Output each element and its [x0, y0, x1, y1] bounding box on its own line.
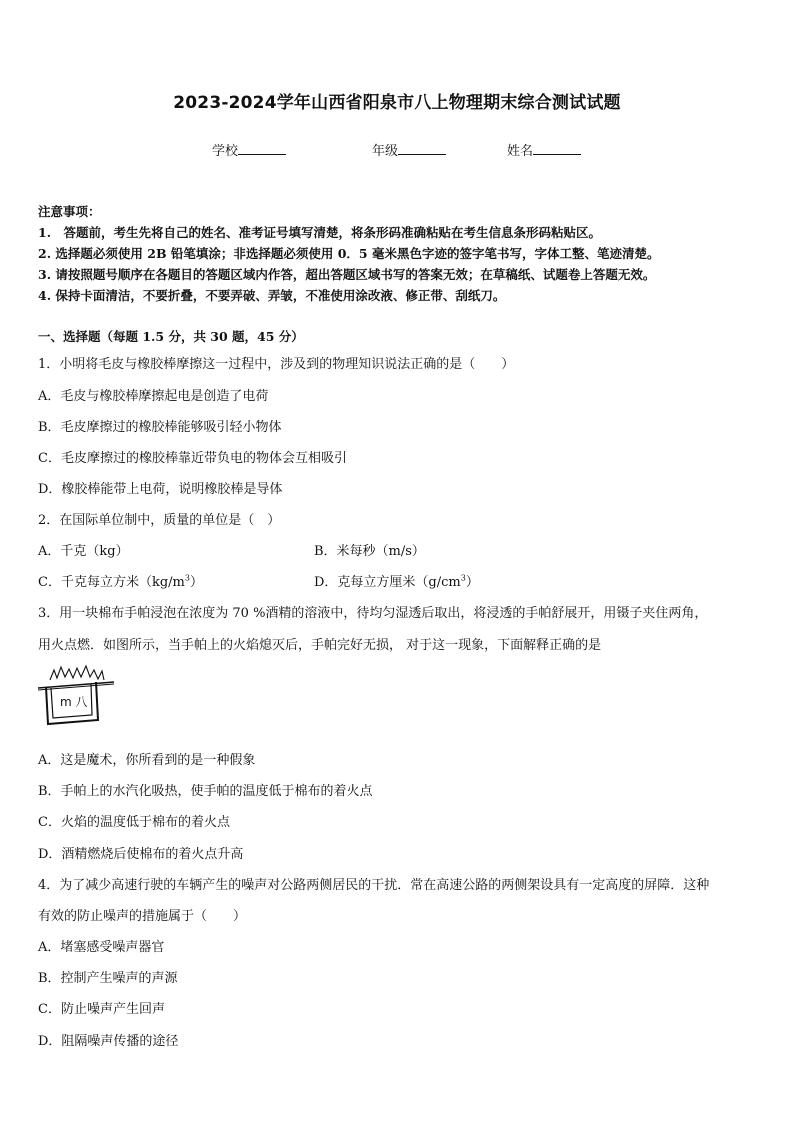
option-a: A．千克（kg） — [38, 544, 129, 559]
name-label: 姓名 — [507, 144, 534, 159]
option-a: A．毛皮与橡胶棒摩擦起电是创造了电荷 — [38, 389, 269, 404]
option-d-text: D．克每立方厘米（g/cm — [314, 575, 461, 590]
option-b: B．控制产生噪声的声源 — [38, 971, 178, 986]
school-blank — [238, 142, 286, 155]
handkerchief-figure — [36, 662, 116, 738]
option-c: C．防止噪声产生回声 — [38, 1002, 165, 1017]
superscript: 3 — [184, 573, 190, 583]
note-item: 1. 答题前，考生先将自己的姓名、准考证号填写清楚，将条形码准确粘贴在考生信息条形码粘贴区。 — [38, 225, 602, 240]
question-stem: 2．在国际单位制中，质量的单位是（ ） — [38, 513, 281, 528]
option-a: A．这是魔术，你所看到的是一种假象 — [38, 753, 256, 768]
option-b: B．手帕上的水汽化吸热，使手帕的温度低于棉布的着火点 — [38, 784, 373, 799]
option-d — [314, 571, 479, 590]
school-field — [212, 140, 286, 159]
option-d: D．酒精燃烧后使棉布的着火点升高 — [38, 847, 244, 862]
option-c: C．火焰的温度低于棉布的着火点 — [38, 815, 230, 830]
question-stem-cont: 有效的防止噪声的措施属于（ ） — [38, 909, 247, 924]
name-field — [507, 140, 581, 159]
option-d: D．阻隔噪声传播的途径 — [38, 1034, 179, 1049]
option-b: B．米每秒（m/s） — [314, 544, 425, 559]
note-item: 3. 请按照题号顺序在各题目的答题区域内作答，超出答题区域书写的答案无效；在草稿纸、试题卷上答题无效。 — [38, 267, 656, 282]
question-stem-cont: 用火点燃．如图所示，当手帕上的火焰熄灭后，手帕完好无损， 对于这一现象，下面解释正确的是 — [38, 638, 602, 653]
exam-title: 2023-2024学年山西省阳泉市八上物理期末综合测试试题 — [173, 93, 621, 113]
note-item: 2. 选择题必须使用 2B 铅笔填涂；非选择题必须使用 0．5 毫米黑色字迹的签字笔书写，字体工整、笔迹清楚。 — [38, 246, 660, 261]
option-c-close: ） — [189, 575, 203, 590]
option-b: B．毛皮摩擦过的橡胶棒能够吸引轻小物体 — [38, 420, 282, 435]
option-a: A．堵塞感受噪声器官 — [38, 940, 165, 955]
grade-blank — [398, 142, 446, 155]
name-blank — [533, 142, 581, 155]
grade-label: 年级 — [372, 144, 399, 159]
option-c: C．毛皮摩擦过的橡胶棒靠近带负电的物体会互相吸引 — [38, 451, 347, 466]
option-c-text: C．千克每立方米（kg/m — [38, 575, 185, 590]
handkerchief-drawing — [36, 662, 116, 738]
section-heading: 一、选择题（每题 1.5 分，共 30 题，45 分） — [38, 329, 304, 344]
option-d: D．橡胶棒能带上电荷，说明橡胶棒是导体 — [38, 482, 283, 497]
note-item: 4. 保持卡面清洁，不要折叠，不要弄破、弄皱，不准使用涂改液、修正带、刮纸刀。 — [38, 288, 506, 303]
question-stem: 3．用一块棉布手帕浸泡在浓度为 70 %酒精的溶液中，待均匀湿透后取出，将浸透的手帕舒展开，用镊子夹住两角， — [38, 606, 708, 621]
school-label: 学校 — [212, 144, 239, 159]
grade-field — [372, 140, 446, 159]
option-d-close: ） — [465, 575, 479, 590]
question-stem: 1．小明将毛皮与橡胶棒摩擦这一过程中，涉及到的物理知识说法正确的是（ ） — [38, 357, 515, 372]
figure-scribble: m 八 — [60, 695, 88, 709]
superscript: 3 — [460, 573, 466, 583]
option-c — [38, 571, 203, 590]
notes-heading: 注意事项： — [38, 204, 101, 219]
question-stem: 4．为了减少高速行驶的车辆产生的噪声对公路两侧居民的干扰．常在高速公路的两侧架设具有一定高度的屏障．这种 — [38, 878, 710, 893]
